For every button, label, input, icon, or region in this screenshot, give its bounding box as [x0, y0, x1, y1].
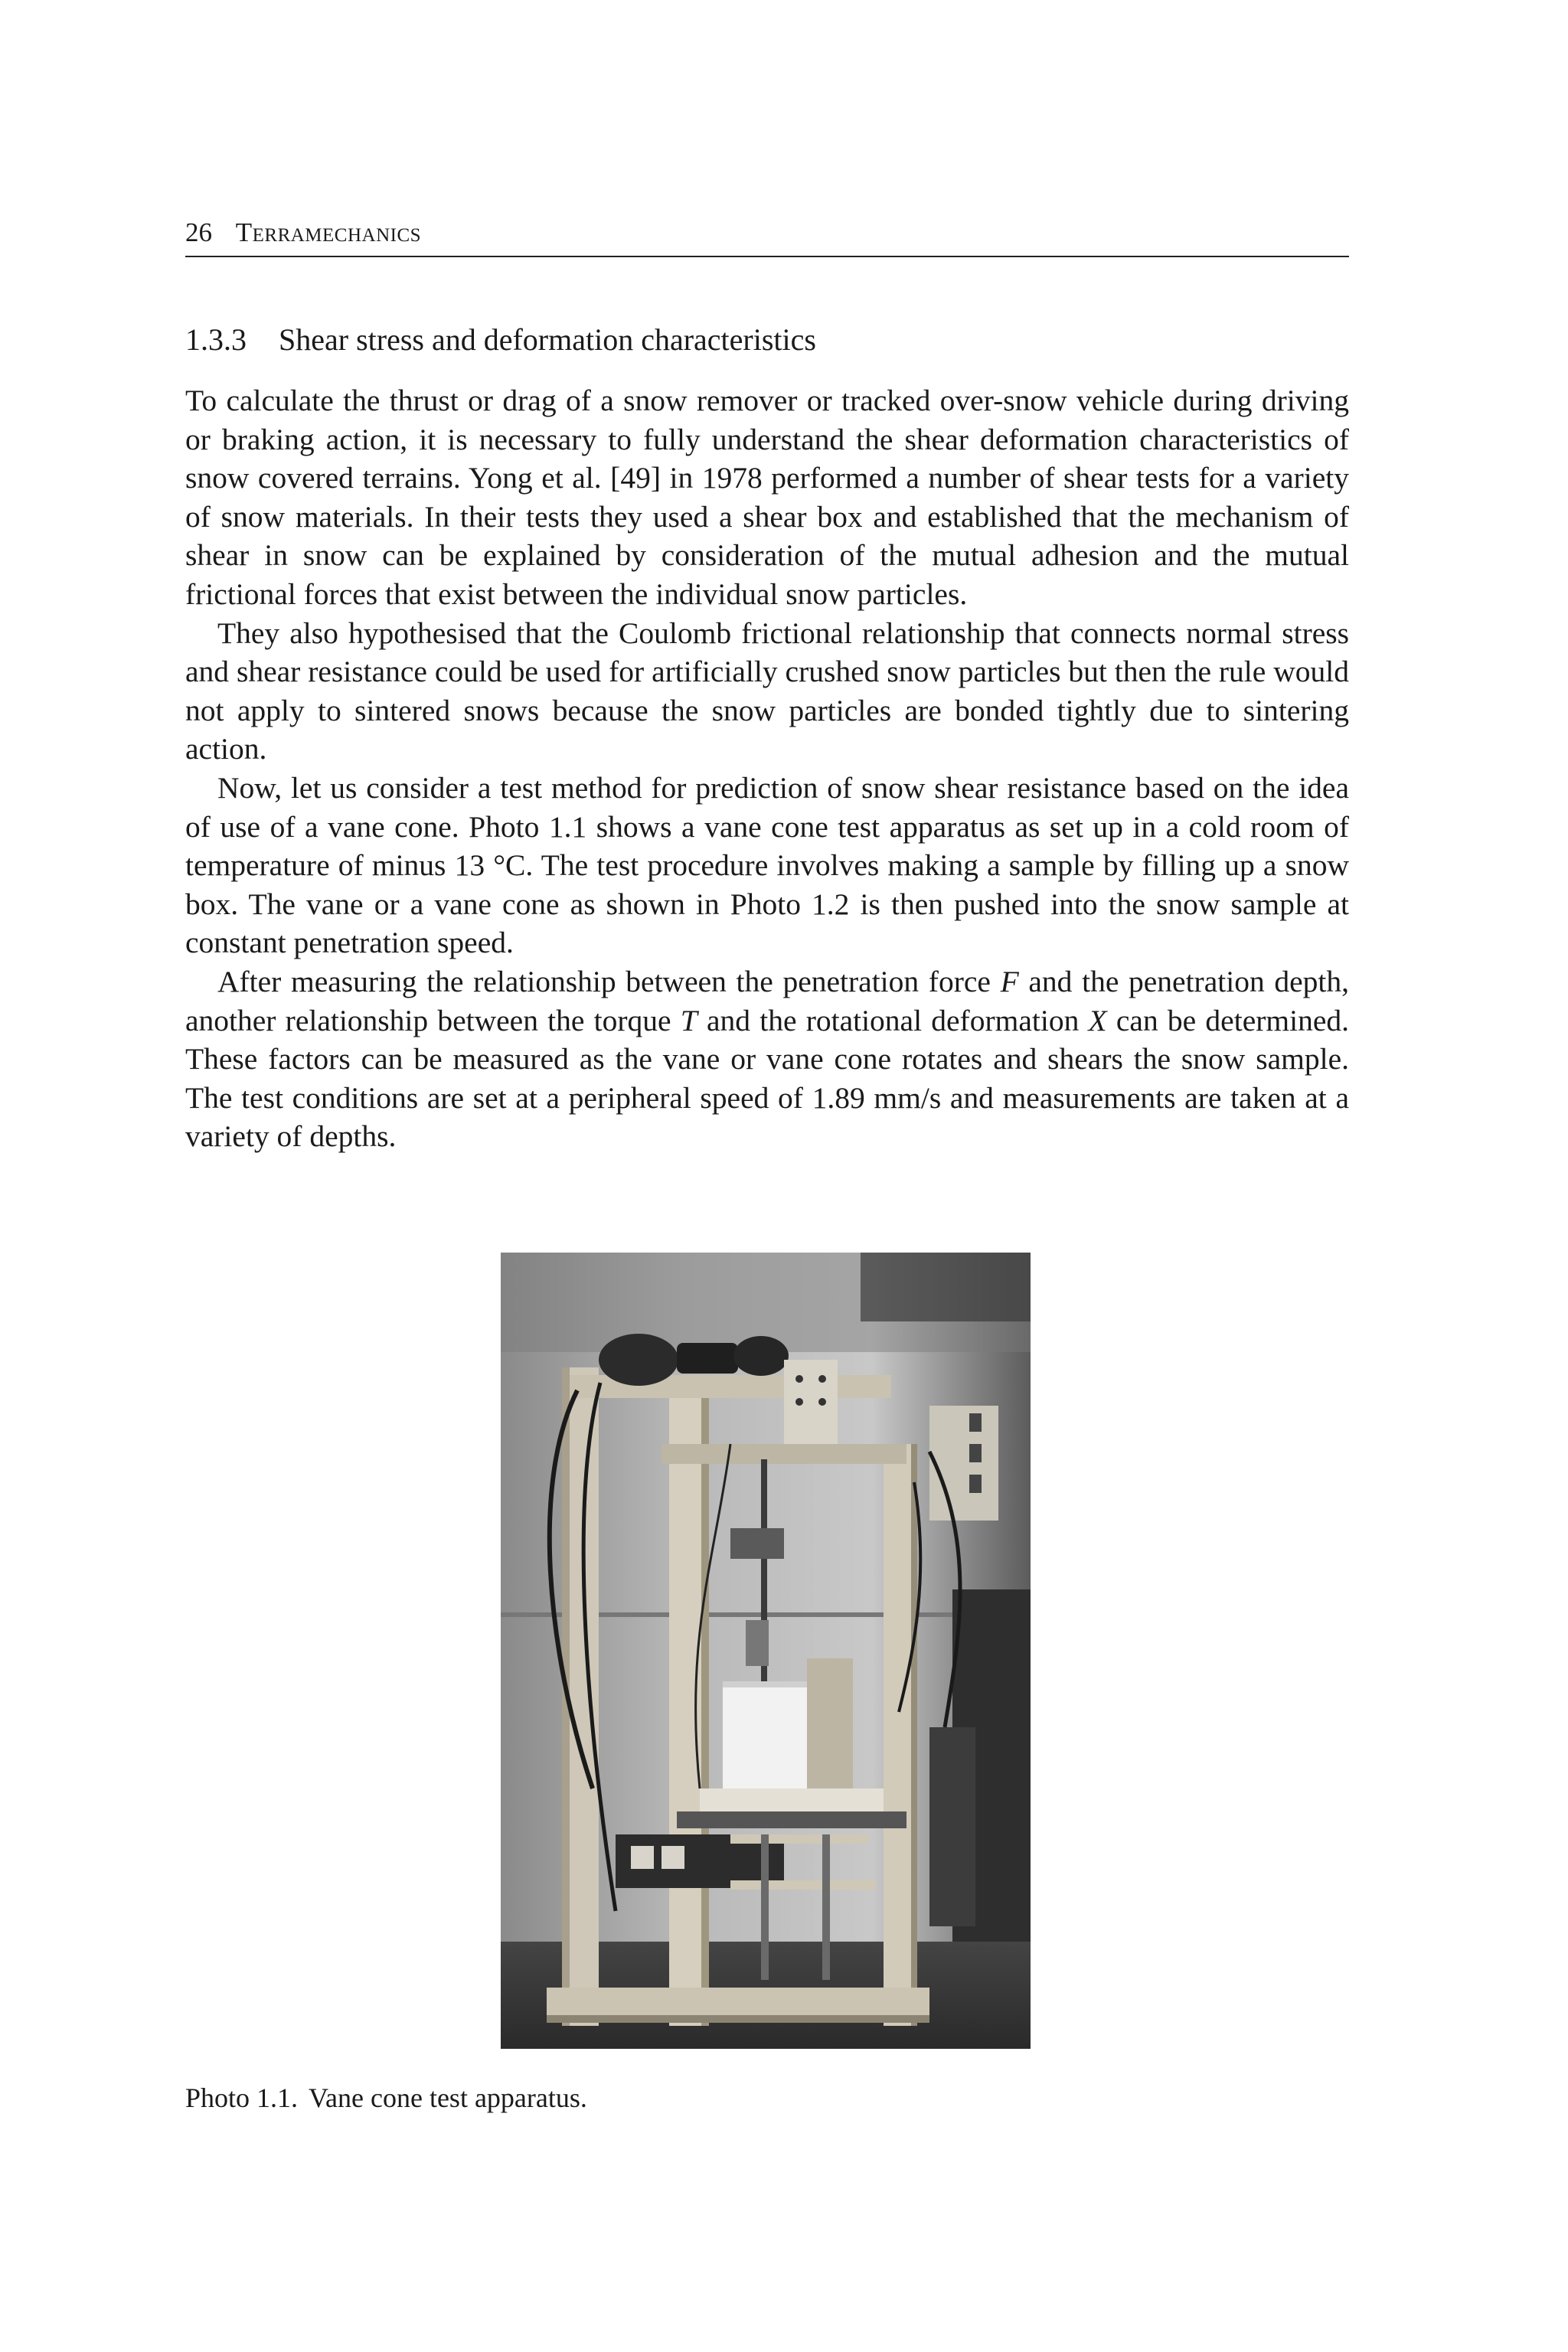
paragraph-4: [185, 962, 1349, 1156]
variable-t: T: [680, 1003, 697, 1037]
variable-f: F: [1000, 964, 1019, 998]
running-head: [185, 217, 1349, 257]
paragraph-2: They also hypothesised that the Coulomb frictional relationship that connects normal stress and shear resistance could be used for artificially crushed snow particles but then the rule would not apply to sintered snows because the snow particles are bonded tightly due to sintering action.: [185, 616, 1349, 766]
variable-x: X: [1088, 1003, 1107, 1037]
apparatus-photo: [501, 1253, 1031, 2049]
caption-text: Vane cone test apparatus.: [309, 2082, 587, 2113]
section-number: 1.3.3: [185, 322, 247, 357]
section-title: Shear stress and deformation characteristics: [279, 322, 816, 357]
paragraph-3: Now, let us consider a test method for prediction of snow shear resistance based on the idea of use of a vane cone. Photo 1.1 shows a vane cone test apparatus as set up in a cold room of temperature of minus 13 °C. The test procedure involves making a sample by filling up a snow box. The vane or a vane cone as shown in Photo 1.2 is then pushed into the snow sample at constant penetration speed.: [185, 770, 1349, 960]
paragraph-4-text-c: and the rotational deformation: [697, 1003, 1089, 1037]
page-number: 26: [185, 217, 212, 247]
running-title: Terramechanics: [235, 217, 422, 247]
section-heading: [185, 322, 816, 358]
paragraph-1: To calculate the thrust or drag of a snow remover or tracked over-snow vehicle during driving or braking action, it is necessary to fully understand the shear deformation characteristics of snow covered terrains. Yong et al. [49] in 1978 performed a number of shear tests for a variety of snow materials. In their tests they used a shear box and established that the mechanism of shear in snow can be explained by consideration of the mutual adhesion and the mutual frictional forces that exist between the individual snow particles.: [185, 384, 1349, 611]
paragraph-4-text-b: and the penetration depth, another relationship between the torque: [185, 964, 1349, 1037]
body-text: [185, 381, 1349, 1156]
book-page: [185, 0, 1349, 2352]
paragraph-4-text-a: After measuring the relationship between the penetration force: [217, 964, 1001, 998]
paragraph-4-text-d: can be determined. These factors can be measured as the vane or vane cone rotates and shears the snow sample. The test conditions are set at a peripheral speed of 1.89 mm/s and measurements are taken at a variety of depths.: [185, 1003, 1349, 1154]
caption-label: Photo 1.1.: [185, 2082, 299, 2113]
figure-caption: [185, 2081, 587, 2115]
